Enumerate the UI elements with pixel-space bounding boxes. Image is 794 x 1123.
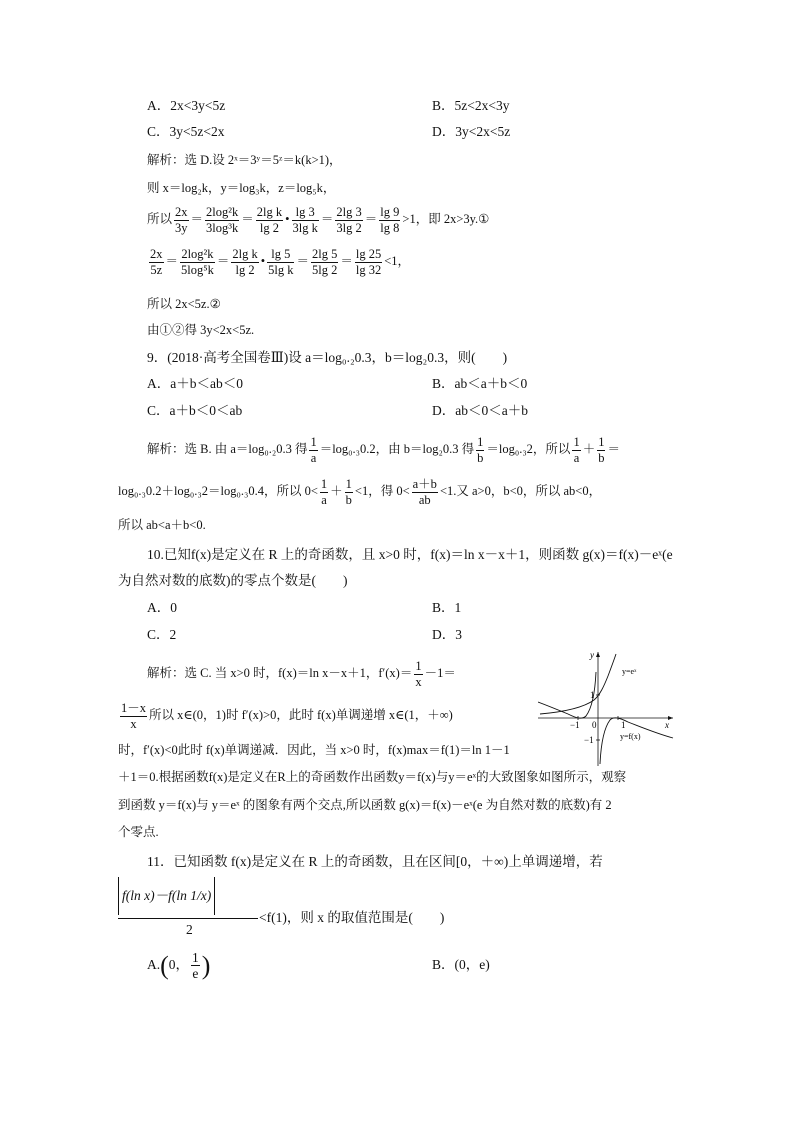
y-axis-arrow [596,652,600,657]
fraction: $\frac{1}{a}$ [310,434,317,465]
q9-solution-line-3: 所以 ab<a＋b<0. [118,518,206,532]
fraction: $\frac{1}{a}$ [320,476,328,507]
fraction: $\frac{a+b}{ab}$ [412,476,437,507]
fraction: $\frac{1-x}{x}$ [121,700,147,731]
fraction: $\frac{\lg 25}{\lg 32}$ [355,246,382,277]
fraction: $\frac{\lg 5}{\text{5lg k}}$ [268,246,294,277]
q11-abs-expression [118,876,215,915]
q11-option-a: A.(0， $\frac{1}{e}$ ) [147,950,211,982]
fraction: $\frac{\text{2log²k}}{\text{3log³k}}$ [206,204,239,235]
q10-solution-line-6: 个零点. [118,825,159,839]
fraction: $\frac{1}{x}$ [415,658,422,689]
y-axis-label: y [590,650,594,660]
absolute-value-expression: f(ln x)－f(ln 1/x) [118,877,215,915]
q10-option-d: D．3 [432,627,462,642]
fraction: $\frac{2\lg 5}{5\lg 2}$ [312,246,338,277]
fraction: $\frac{\text{2log²k}}{\text{5log⁵k}}$ [181,246,214,277]
exp-curve [540,654,616,714]
fraction: $\frac{1}{e}$ [192,950,199,982]
fraction: $\frac{\lg 9}{\lg 8}$ [380,204,400,235]
tick-label-origin: 0 [592,720,597,730]
q10-option-a: A．0 [147,600,177,615]
q8-option-c: C．3y<5z<2x [147,124,225,139]
fraction: $\frac{2x}{3y}$ [175,204,188,235]
f-curve-label: y=f(x) [620,732,641,741]
q8-solution-line-4: $\frac{2x}{5z}$ ＝ $\frac{\text{2log²k}}{\text{5log⁵k}}$ ＝ $\frac{\text{2lg k}}{\lg 2}$ • $\frac{\lg 5}{\text{5lg k}}$ ＝ $\frac{2\lg 5}{5\lg 2}$ ＝ $\frac{\lg 25}{\lg 32}$ <1， [150,246,411,277]
q10-option-c: C．2 [147,627,177,642]
q9-stem: 9．(2018·高考全国卷Ⅲ)设 a＝log₀.₂0.3，b＝log₂0.3，则( ) [147,350,508,365]
exp-curve-label: y=eˣ [622,667,637,676]
q8-solution-line-3: 所以 $\frac{2x}{3y}$ ＝ $\frac{\text{2log²k}}{\text{3log³k}}$ ＝ $\frac{\text{2lg k}}{\lg 2}$ • $\frac{\lg 3}{\text{3lg k}}$ ＝ $\frac{2\lg 3}{3\lg 2}$ ＝ $\frac{\lg 9}{\lg 8}$ >1，即 2x>3y.① [147,204,490,235]
q9-option-b: B．ab＜a＋b＜0 [432,376,528,391]
fraction: $\frac{1}{b}$ [477,434,484,465]
q10-stem-line-2: 为自然对数的底数)的零点个数是( ) [118,573,348,588]
q10-solution-line-3: 时，f′(x)<0此时 f(x)单调递减．因此，当 x>0 时，f(x)max＝f(1)＝ln 1－1 [118,743,510,757]
fraction: $\frac{\text{2lg k}}{\lg 2}$ [256,204,283,235]
q8-sol3-prefix: 所以 [147,212,173,226]
q10-option-b: B．1 [432,600,462,615]
x-axis-label: x [665,720,669,730]
fraction: $\frac{\lg 3}{\text{3lg k}}$ [292,204,318,235]
q8-option-b: B．5z<2x<3y [432,98,510,113]
q9-option-d: D．ab＜0＜a＋b [432,403,528,418]
function-graph [538,648,678,768]
tick-label-1-y: 1 [590,690,595,700]
fraction: $\frac{2\lg 3}{3\lg 2}$ [336,204,362,235]
fraction: $\frac{1}{b}$ [598,434,605,465]
q10-solution-line-5: 到函数 y＝f(x)与 y＝eˣ 的图象有两个交点,所以函数 g(x)＝f(x)－eˣ(e 为自然对数的底数)有 2 [118,798,612,812]
f-curve-left [538,672,596,718]
q8-solution-line-5: 所以 2x<5z.② [147,297,221,311]
tick-label-neg1-x: −1 [570,720,580,730]
q11-denominator: 2 [186,922,193,937]
tick-label-neg1-y: −1 [584,735,594,745]
q8-solution-line-1: 解析：选 D.设 2ˣ＝3ʸ＝5ᶻ＝k(k>1)， [147,153,342,167]
q10-solution-line-2: $\frac{1-x}{x}$ 所以 x∈(0，1)时 f′(x)>0，此时 f(x)单调递增 x∈(1，＋∞) [121,700,453,731]
fraction: $\frac{2x}{5z}$ [150,246,163,277]
q9-option-a: A．a＋b＜ab＜0 [147,376,243,391]
q8-solution-line-2: 则 x＝log₂k，y＝log₃k，z＝log₅k， [147,181,336,195]
q8-sol3-suffix: >1，即 2x>3y.① [402,212,490,226]
q8-solution-line-6: 由①②得 3y<2x<5z. [147,323,255,337]
q8-sol4-suffix: <1， [384,254,411,268]
q10-solution-line-1: 解析：选 C. 当 x>0 时，f(x)＝ln x－x＋1，f′(x)＝ $\frac{1}{x}$ －1＝ [147,658,456,689]
q9-solution-line-1: 解析：选 B. 由 a＝log₀.₂0.3 得 $\frac{1}{a}$ ＝log₀.₃0.2，由 b＝log₂0.3 得 $\frac{1}{b}$ ＝log₀.₃2，所以 $\frac{1}{a}$ ＋ $\frac{1}{b}$ ＝ [147,434,620,465]
q10-stem-line-1: 10.已知f(x)是定义在 R 上的奇函数，且 x>0 时，f(x)＝ln x－x＋1，则函数 g(x)＝f(x)－eˣ(e [147,547,673,562]
q8-option-d: D．3y<2x<5z [432,124,511,139]
q10-solution-line-4: ＋1＝0.根据函数f(x)是定义在R上的奇函数作出函数y＝f(x)与y＝eˣ的大致图象如图所示，观察 [118,770,627,784]
q11-option-b: B．(0，e) [432,957,490,972]
tick-label-1-x: 1 [621,720,626,730]
fraction: $\frac{\text{2lg k}}{\lg 2}$ [232,246,258,277]
q9-solution-line-2: log₀.₃0.2＋log₀.₃2＝log₀.₃0.4，所以 0< $\frac{1}{a}$ ＋ $\frac{1}{b}$ <1，得 0< $\frac{a+b}{ab}$ <1.又 a>0，b<0，所以 ab<0， [118,476,602,507]
q11-stem-line-1: 11．已知函数 f(x)是定义在 R 上的奇函数，且在区间[0，＋∞)上单调递增，若 [147,854,603,869]
q11-stem-line-2: <f(1)，则 x 的取值范围是( ) [259,910,445,925]
fraction-bar [118,918,258,919]
q8-option-a: A．2x<3y<5z [147,98,226,113]
fraction: $\frac{1}{a}$ [573,434,580,465]
q9-option-c: C．a＋b＜0＜ab [147,403,243,418]
fraction: $\frac{1}{b}$ [345,476,352,507]
